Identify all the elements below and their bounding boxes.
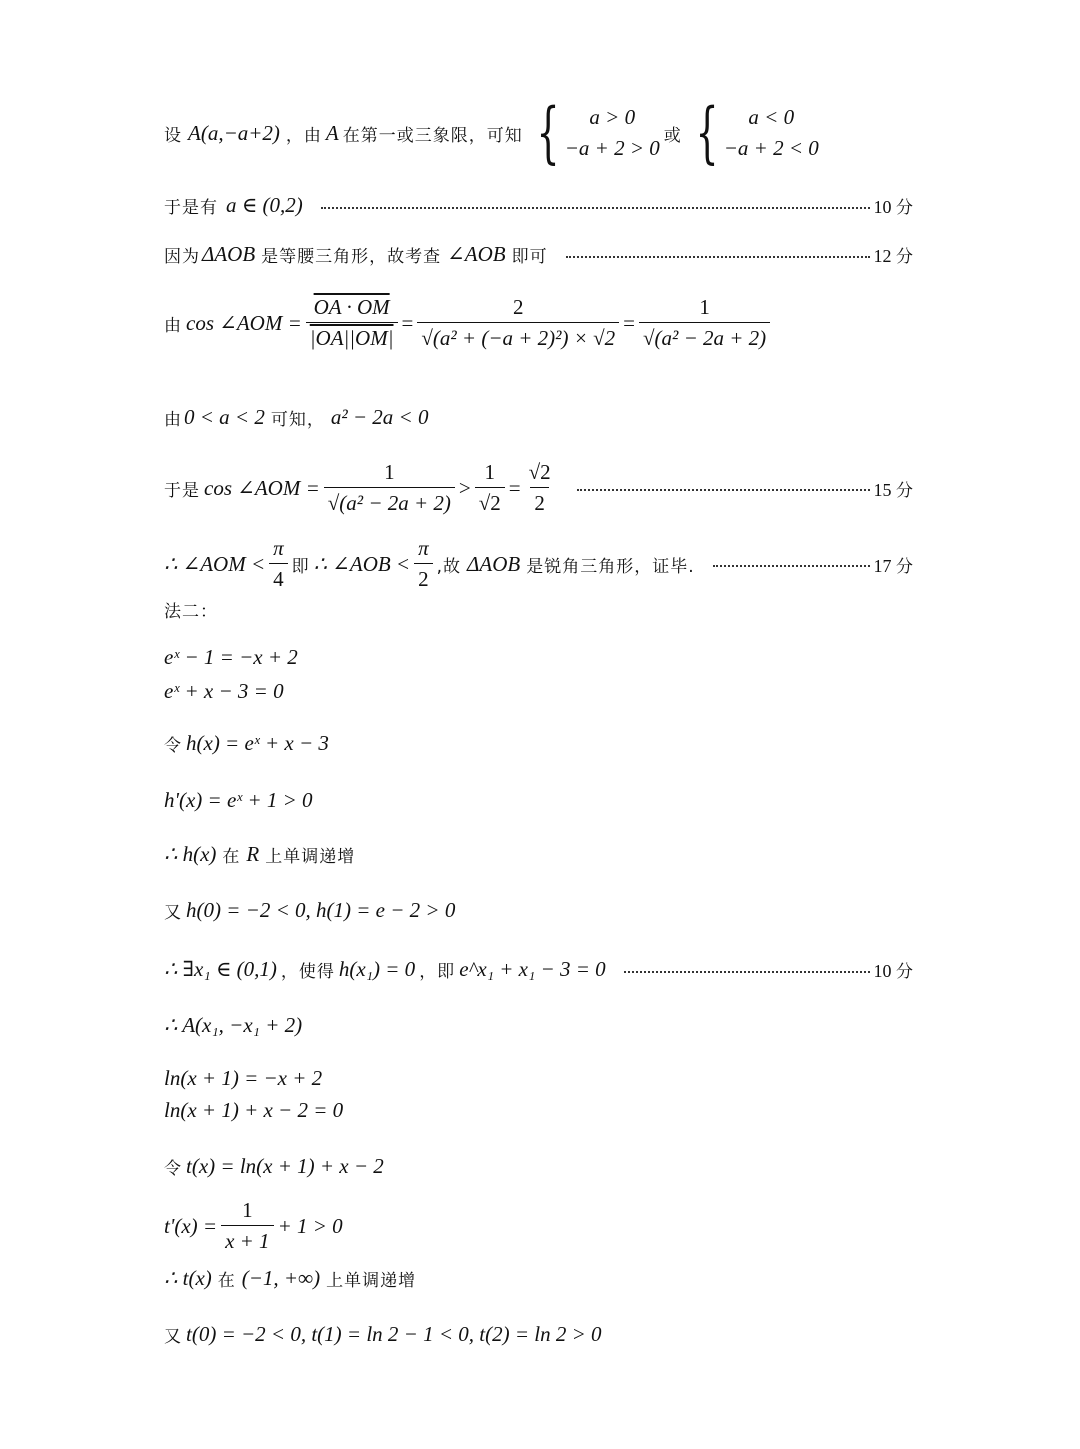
- line-12: [164, 788, 914, 813]
- line-16: [164, 1013, 914, 1038]
- score: 17 分: [873, 555, 914, 577]
- math: e^x₁ + x₁ − 3 = 0: [459, 957, 606, 981]
- text: 在第一或三象限，可知: [342, 125, 523, 146]
- dot-leader: [566, 244, 870, 258]
- text: 又: [164, 903, 182, 923]
- line-7: [164, 536, 914, 592]
- line-10: [164, 679, 914, 704]
- text: ,故: [436, 556, 462, 577]
- dot-leader: [577, 477, 870, 491]
- math: 0 < a < 2: [184, 405, 265, 429]
- line-3: [164, 242, 914, 267]
- text: 上单调递增: [265, 847, 356, 867]
- math: eˣ − 1 = −x + 2: [164, 645, 298, 669]
- math: ∴ ∃x₁ ∈ (0,1): [164, 957, 277, 981]
- math: + 1 > 0: [277, 1213, 343, 1238]
- math: ΔAOB: [467, 551, 521, 576]
- text: 即可: [511, 247, 548, 267]
- line-19: [164, 1154, 914, 1179]
- text: 可知，: [270, 410, 325, 430]
- text: ，使得: [280, 962, 335, 982]
- text: 即: [291, 556, 310, 577]
- system-row: −a + 2 > 0: [564, 136, 660, 160]
- fraction: $\frac{1}{x + 1}$: [221, 1198, 274, 1254]
- dot-leader: [713, 553, 870, 567]
- text: 由: [164, 315, 182, 336]
- system-row: −a + 2 < 0: [723, 136, 819, 160]
- text: 设: [164, 125, 182, 146]
- text: ，由: [285, 125, 322, 146]
- text: 上单调递增: [326, 1271, 417, 1291]
- line-18: [164, 1098, 914, 1123]
- math: ΔAOB: [202, 242, 256, 266]
- line-8: [164, 597, 914, 622]
- line-5: [164, 405, 914, 430]
- text: 令: [164, 1159, 182, 1179]
- math: h'(x) = eˣ + 1 > 0: [164, 788, 313, 812]
- inequality-system-2: [686, 94, 819, 171]
- math: ∴ t(x): [164, 1266, 212, 1290]
- line-2: [164, 193, 914, 218]
- fraction: $\frac{\pi}{4}$: [269, 536, 288, 592]
- math: h(x) = eˣ + x − 3: [186, 731, 329, 755]
- score: 12 分: [873, 246, 914, 267]
- line-6: 于是 cos ∠AOM = $\frac{1}{\text{√(a² − 2a + 2)}}$ > $\frac{1}{√2}$ = $\frac{√2}{2}$ 15 分: [164, 460, 914, 515]
- line-22: [164, 1322, 914, 1347]
- fraction: $\frac{1}{\text{√(a² − 2a + 2)}}$: [324, 460, 455, 516]
- math: h(0) = −2 < 0, h(1) = e − 2 > 0: [186, 898, 456, 922]
- fraction: $\frac{2}{\text{√(a² + (−a + 2)²) × √2}}$: [417, 295, 619, 351]
- line-15: [164, 957, 914, 982]
- math: t(0) = −2 < 0, t(1) = ln 2 − 1 < 0, t(2) = ln 2 > 0: [186, 1322, 602, 1346]
- math: R: [246, 842, 260, 866]
- fraction: $\frac{1}{√2}$: [475, 460, 505, 516]
- math: t(x) = ln(x + 1) + x − 2: [186, 1154, 384, 1178]
- fraction: $\frac{\pi}{2}$: [414, 536, 433, 592]
- brace-icon: {: [536, 94, 560, 171]
- inequality-system-1: [527, 94, 660, 171]
- line-9: [164, 645, 914, 670]
- line-1: [164, 94, 914, 171]
- math: h(x₁) = 0: [338, 957, 416, 981]
- text: 由: [164, 410, 182, 430]
- or-text: 或: [663, 125, 682, 146]
- math: ∴ A(x₁, −x₁ + 2): [164, 1013, 303, 1037]
- brace-icon: {: [695, 94, 719, 171]
- line-17: [164, 1066, 914, 1091]
- math: A(a,−a+2): [188, 120, 280, 145]
- fraction: $\frac{√2}{2}$: [528, 460, 551, 515]
- score: 10 分: [873, 961, 914, 982]
- system-row: a > 0: [589, 105, 636, 129]
- math: ∴ h(x): [164, 842, 217, 866]
- fraction: $\frac{1}{\text{√(a² − 2a + 2)}}$: [639, 295, 770, 351]
- math: ∴ ∠AOM <: [164, 551, 266, 576]
- text: 在: [222, 847, 241, 867]
- line-4: 由 cos ∠AOM = $\frac{OA \cdot OM}{|OA||OM|}$ = $\frac{2}{\text{√(a² + (−a + 2)²) × √2}}$ = $\frac{1}{\text{√(a² − 2a + 2)}}$: [164, 295, 914, 351]
- math: (−1, +∞): [241, 1266, 321, 1290]
- system-row: a < 0: [748, 105, 795, 129]
- line-13: [164, 842, 914, 867]
- line-11: [164, 731, 914, 756]
- math: cos ∠AOM =: [204, 475, 320, 500]
- text: 又: [164, 1327, 182, 1347]
- line-14: [164, 898, 914, 923]
- text: 是等腰三角形，故考查: [261, 247, 442, 267]
- math: a² − 2a < 0: [330, 405, 429, 429]
- text: 于是有: [164, 198, 218, 218]
- math: t'(x) =: [164, 1213, 218, 1238]
- text: ，即: [419, 962, 456, 982]
- text: 在: [217, 1271, 236, 1291]
- section-heading: 法二：: [164, 602, 218, 622]
- math: ln(x + 1) = −x + 2: [164, 1066, 323, 1090]
- math: A: [325, 120, 339, 145]
- score: 15 分: [873, 479, 914, 501]
- math: a ∈ (0,2): [226, 193, 303, 217]
- text: 因为: [164, 247, 200, 267]
- math: ln(x + 1) + x − 2 = 0: [164, 1098, 344, 1122]
- math: eˣ + x − 3 = 0: [164, 679, 284, 703]
- text: 于是: [164, 480, 200, 501]
- dot-leader: [321, 195, 870, 209]
- text: 是锐角三角形，证毕.: [526, 556, 695, 577]
- math: cos ∠AOM =: [186, 310, 302, 335]
- dot-leader: [624, 959, 870, 973]
- line-21: [164, 1266, 914, 1291]
- math: ∠AOB: [447, 242, 506, 266]
- text: 令: [164, 736, 182, 756]
- line-20: [164, 1198, 914, 1254]
- score: 10 分: [873, 197, 914, 218]
- math: ∴ ∠AOB <: [313, 551, 411, 576]
- fraction: $\frac{OA \cdot OM}{|OA||OM|}$: [306, 295, 398, 351]
